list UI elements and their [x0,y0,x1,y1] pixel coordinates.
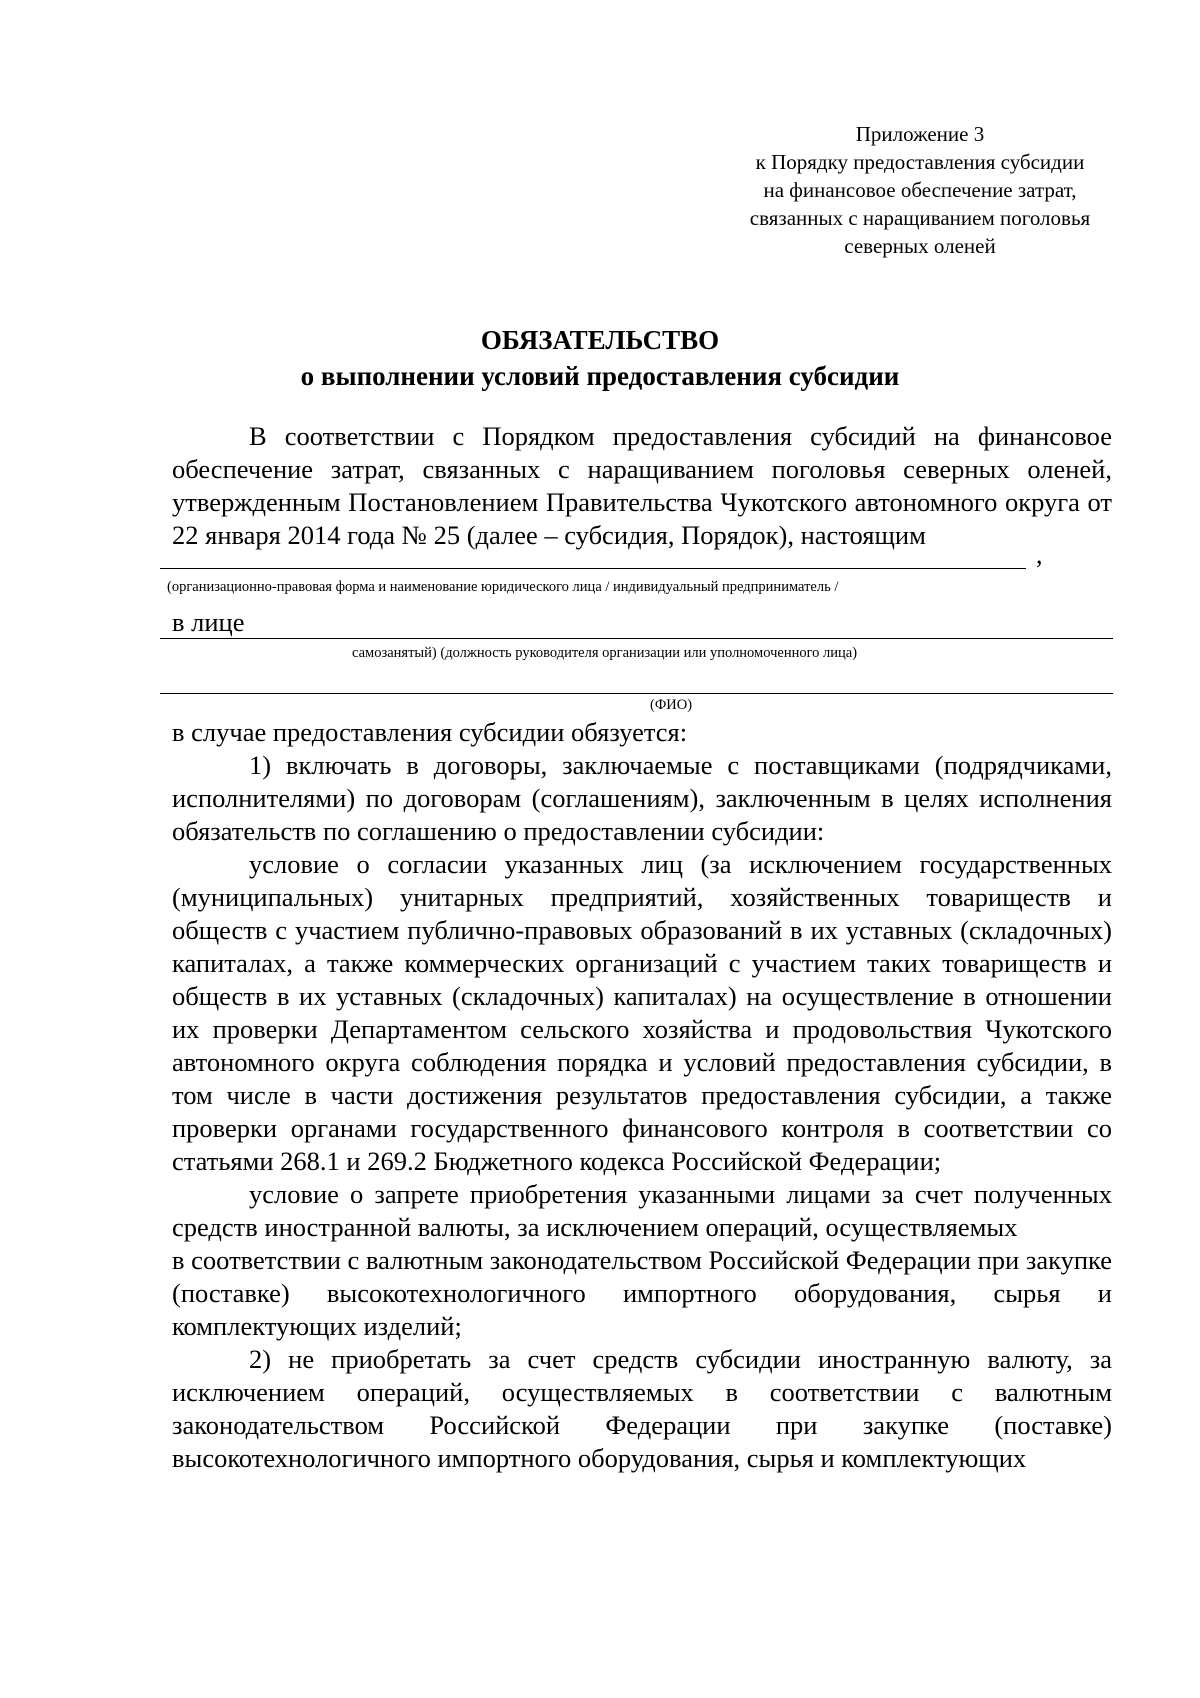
org-caption: (организационно-правовая форма и наименование юридического лица / индивидуальный предприниматель / [167,579,839,595]
org-blank-line[interactable] [160,568,1026,569]
fio-blank-line[interactable] [160,693,1113,694]
appendix-line-5: северных оленей [844,234,996,258]
obligations-body [172,716,1112,1475]
appendix-line-1: Приложение 3 [855,122,985,146]
org-comma: , [1036,540,1043,569]
paragraph-2: 2) не приобретать за счет средств субсидии иностранную валюту, за исключением операций, осуществляемых в соответствии с валютным законодательством Российской Федерации при закупке (поставке) высокотехнологичного импортного оборудования, сырья и комплектующих [172,1344,1112,1473]
intro-paragraph: В соответствии с Порядком предоставления субсидий на финансовое обеспечение затрат, связанных с наращиванием поголовья северных оленей, утвержденным Постановлением Правительства Чукотского автономного округа от 22 января 2014 года № 25 (далее – субсидия, Порядок), настоящим [172,421,1112,550]
title-main: ОБЯЗАТЕЛЬСТВО [480,325,720,355]
appendix-header [700,120,1140,260]
paragraph-1-condition-b-part2: в соответствии с валютным законодательством Российской Федерации при закупке (поставке) высокотехнологичного импортного оборудования, сырья и комплектующих изделий; [172,1245,1112,1341]
obliges-line: в случае предоставления субсидии обязуется: [172,717,688,747]
fio-caption: (ФИО) [650,697,693,713]
in-person-label: в лице [172,607,245,637]
position-blank-line[interactable] [160,638,1113,639]
appendix-line-2: к Порядку предоставления субсидии [755,150,1085,174]
paragraph-1: 1) включать в договоры, заключаемые с поставщиками (подрядчиками, исполнителями) по договорам (соглашениям), заключенным в целях исполнения обязательств по соглашению о предоставлении субсидии: [172,750,1112,846]
appendix-line-3: на финансовое обеспечение затрат, [763,178,1077,202]
paragraph-1-condition-b-part1: условие о запрете приобретения указанными лицами за счет полученных средств иностранной валюты, за исключением операций, осуществляемых [172,1179,1112,1242]
document-title [0,322,1200,394]
position-caption: самозанятый) (должность руководителя организации или уполномоченного лица) [352,645,858,661]
title-sub: о выполнении условий предоставления субсидии [300,361,900,391]
intro-paragraph-block [172,420,1112,552]
appendix-line-4: связанных с наращиванием поголовья [749,206,1091,230]
paragraph-1-condition-a: условие о согласии указанных лиц (за исключением государственных (муниципальных) унитарных предприятий, хозяйственных товариществ и обществ с участием публично-правовых образований в их уставных (складочных) капиталах, а также коммерческих организаций с участием таких товариществ и обществ в их уставных (складочных) капиталах) на осуществление в отношении их проверки Департаментом сельского хозяйства и продовольствия Чукотского автономного округа соблюдения порядка и условий предоставления субсидии, в том числе в части достижения результатов предоставления субсидии, а также проверки органами государственного финансового контроля в соответствии со статьями 268.1 и 269.2 Бюджетного кодекса Российской Федерации; [172,849,1112,1176]
